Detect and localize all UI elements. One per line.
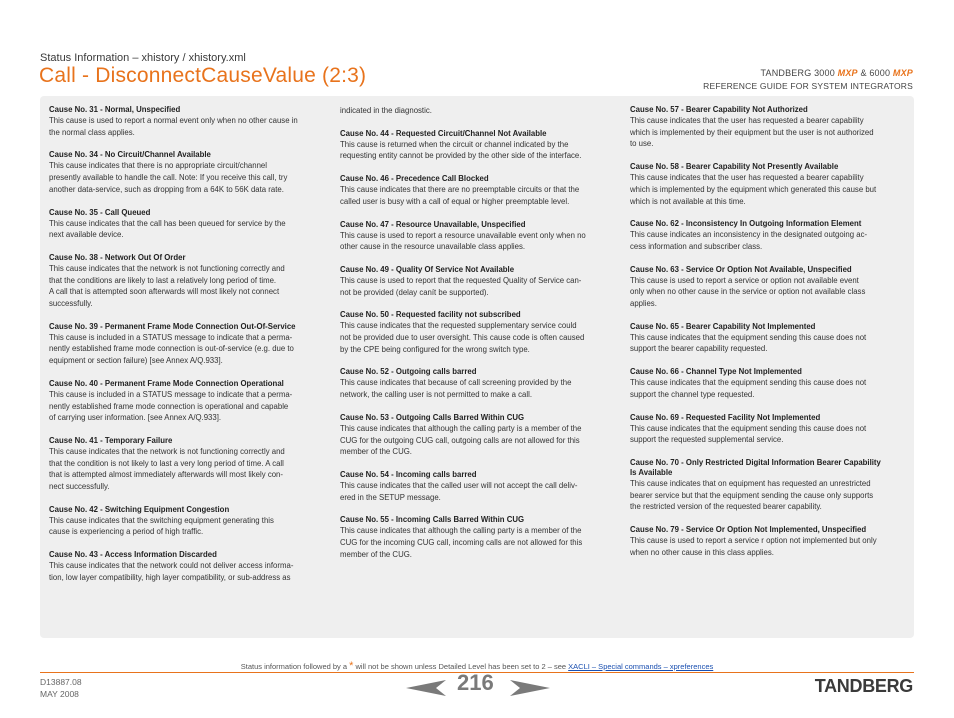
footnote-text-after: will not be shown unless Detailed Level has been set to 2 – see: [355, 662, 567, 671]
cause-description-line: nently established frame mode connection is out-of-service (e.g. due to: [49, 344, 294, 354]
cause-description-line: that the condition is not likely to last a very long period of time. A call: [49, 458, 284, 468]
cause-description-line: This cause is included in a STATUS message to indicate that a perma-: [49, 332, 293, 342]
footnote-text-before: Status information followed by a: [240, 662, 348, 671]
cause-entry: [340, 105, 616, 117]
cause-description-line: called user is busy with a call of equal or higher preemptable level.: [340, 196, 570, 206]
cause-description-line: presently available to handle the call. Note: If you receive this call, try: [49, 173, 288, 183]
cause-entry: [340, 515, 616, 560]
cause-entry: [340, 265, 616, 298]
previous-page-icon[interactable]: [406, 680, 446, 696]
cause-title: Cause No. 35 - Call Queued: [49, 207, 151, 217]
cause-title: Cause No. 40 - Permanent Frame Mode Connection Operational: [49, 378, 284, 388]
cause-title: Cause No. 54 - Incoming calls barred: [340, 469, 477, 479]
brand-mid: & 6000: [857, 68, 893, 78]
cause-title: Cause No. 44 - Requested Circuit/Channel Not Available: [340, 128, 547, 138]
cause-title: Cause No. 38 - Network Out Of Order: [49, 252, 186, 262]
cause-description-line: cause is experiencing a period of high traffic.: [49, 527, 204, 537]
cause-entry: [49, 436, 325, 493]
cause-entry: [49, 105, 325, 138]
cause-description-line: member of the CUG.: [340, 447, 412, 457]
cause-description-line: ered in the SETUP message.: [340, 492, 441, 502]
cause-entry: [49, 379, 325, 424]
cause-description-line: This cause indicates that the equipment sending this cause does not: [630, 423, 867, 433]
cause-description-line: This cause indicates that there are no preemptable circuits or that the: [340, 185, 580, 195]
cause-description-line: support the bearer capability requested.: [630, 344, 768, 354]
column-3: [630, 105, 906, 558]
cause-description-line: requesting entity cannot be provided by the other side of the interface.: [340, 151, 582, 161]
cause-title: Cause No. 52 - Outgoing calls barred: [340, 367, 477, 377]
cause-title: Cause No. 58 - Bearer Capability Not Presently Available: [630, 162, 839, 172]
star-icon: *: [349, 660, 354, 672]
cause-title: Cause No. 70 - Only Restricted Digital Information Bearer Capability: [630, 457, 881, 467]
cause-description-line: not be provided (delay canít be supported).: [340, 287, 489, 297]
cause-title: Cause No. 57 - Bearer Capability Not Authorized: [630, 105, 808, 114]
cause-description-line: This cause indicates that the call has been queued for service by the: [49, 218, 286, 228]
cause-description-line: This cause indicates that because of call screening provided by the: [340, 378, 572, 388]
product-line: [760, 68, 913, 78]
cause-description-line: This cause is used to report a service or option not available event: [630, 275, 859, 285]
cause-description-line: that is attempted almost immediately afterwards will most likely con-: [49, 470, 283, 480]
cause-description-line: This cause indicates an inconsistency in the designated outgoing ac-: [630, 230, 868, 240]
content-panel: [40, 96, 914, 638]
cause-description-line: cess information and subscriber class.: [630, 241, 763, 251]
cause-title: Cause No. 50 - Requested facility not subscribed: [340, 310, 521, 320]
cause-description-line: This cause indicates that the network could not deliver access informa-: [49, 561, 294, 571]
cause-description-line: This cause indicates that the equipment sending this cause does not: [630, 378, 867, 388]
cause-entry: [630, 413, 906, 446]
cause-entry: [630, 162, 906, 207]
column-2: [340, 105, 616, 560]
cause-description-line: nently established frame mode connection is operational and capable: [49, 401, 289, 411]
cause-description-line: This cause indicates that the equipment sending this cause does not: [630, 332, 867, 342]
brand-prefix: TANDBERG 3000: [760, 68, 838, 78]
tandberg-logo: TANDBERG: [814, 676, 913, 696]
cause-title: Cause No. 42 - Switching Equipment Congestion: [49, 504, 230, 514]
doc-info: [40, 676, 82, 700]
doc-id: D13887.08: [40, 677, 82, 687]
cause-title: Cause No. 53 - Outgoing Calls Barred Within CUG: [340, 412, 525, 422]
cause-description-line: This cause indicates that the user has requested a bearer capability: [630, 173, 864, 183]
cause-description-line: that the conditions are likely to last a relatively long period of time.: [49, 275, 277, 285]
cause-description-line: This cause indicates that the network is not functioning correctly and: [49, 263, 285, 273]
column-1: [49, 105, 325, 584]
cause-description-line: This cause indicates that the called user will not accept the call deliv-: [340, 480, 578, 490]
cause-description-line: when no other cause in this class applies.: [630, 547, 774, 557]
cause-title: Cause No. 66 - Channel Type Not Implemented: [630, 367, 802, 377]
cause-entry: [340, 129, 616, 162]
cause-title: Cause No. 55 - Incoming Calls Barred Within CUG: [340, 515, 525, 525]
cause-description-line: which is not available at this time.: [630, 196, 746, 206]
cause-description-line: indicated in the diagnostic.: [340, 106, 432, 115]
xpreferences-link[interactable]: XACLI – Special commands – xpreferences: [568, 662, 714, 671]
cause-description-line: by the CPE being configured for the wrong switch type.: [340, 344, 530, 354]
cause-title: Cause No. 43 - Access Information Discarded: [49, 550, 217, 560]
cause-description-line: applies.: [630, 299, 657, 309]
cause-entry: [340, 367, 616, 400]
cause-description-line: This cause is included in a STATUS message to indicate that a perma-: [49, 389, 293, 399]
cause-description-line: tion, low layer compatibility, high layer compatibility, or sub-address as: [49, 572, 291, 582]
cause-description-line: This cause is returned when the circuit or channel indicated by the: [340, 139, 569, 149]
cause-title: Cause No. 39 - Permanent Frame Mode Connection Out-Of-Service: [49, 321, 296, 331]
cause-title: Cause No. 62 - Inconsistency In Outgoing Information Element: [630, 219, 862, 229]
cause-entry: [630, 458, 906, 513]
cause-description-line: This cause is used to report a service r option not implemented but only: [630, 536, 877, 546]
cause-description-line: other cause in the resource unavailable class applies.: [340, 242, 526, 252]
cause-title: Cause No. 47 - Resource Unavailable, Unspecified: [340, 219, 526, 229]
cause-entry: [49, 550, 325, 583]
page-number: 216: [457, 670, 494, 695]
cause-title-continued: Is Available: [630, 467, 673, 477]
cause-entry: [49, 322, 325, 367]
cause-description-line: This cause indicates that although the calling party is a member of the: [340, 423, 582, 433]
cause-description-line: support the channel type requested.: [630, 389, 755, 399]
cause-title: Cause No. 79 - Service Or Option Not Implemented, Unspecified: [630, 525, 867, 535]
cause-description-line: CUG for the outgoing CUG call, outgoing calls are not allowed for this: [340, 435, 580, 445]
cause-description-line: successfully.: [49, 299, 93, 309]
cause-entry: [630, 525, 906, 558]
cause-description-line: This cause indicates that the user has requested a bearer capability: [630, 116, 864, 125]
cause-entry: [630, 105, 906, 150]
cause-description-line: nect successfully.: [49, 482, 110, 492]
cause-description-line: This cause is used to report a resource unavailable event only when no: [340, 230, 586, 240]
cause-description-line: member of the CUG.: [340, 549, 412, 559]
mxp-label-2: MXP: [892, 68, 913, 78]
cause-entry: [340, 310, 616, 355]
cause-description-line: network, the calling user is not permitted to make a call.: [340, 390, 532, 400]
cause-entry: [630, 367, 906, 400]
cause-description-line: only when no other cause in the service or option not available class: [630, 287, 866, 297]
mxp-label-1: MXP: [837, 68, 858, 78]
cause-description-line: not be provided due to user oversight. This cause code is often caused: [340, 333, 585, 343]
cause-title: Cause No. 41 - Temporary Failure: [49, 435, 173, 445]
cause-entry: [630, 265, 906, 310]
cause-entry: [340, 220, 616, 253]
cause-entry: [340, 413, 616, 458]
cause-description-line: This cause indicates that the network is not functioning correctly and: [49, 446, 285, 456]
cause-description-line: next available device.: [49, 230, 124, 240]
cause-entry: [630, 322, 906, 355]
cause-title: Cause No. 34 - No Circuit/Channel Available: [49, 150, 211, 160]
cause-description-line: the normal class applies.: [49, 127, 135, 137]
cause-description-line: to use.: [630, 139, 654, 149]
cause-title: Cause No. 63 - Service Or Option Not Available, Unspecified: [630, 264, 852, 274]
cause-entry: [340, 174, 616, 207]
cause-description-line: of carrying user information. [see Annex A/Q.933].: [49, 413, 222, 423]
header-subtitle: Status Information – xhistory / xhistory.xml: [40, 52, 246, 64]
cause-title: Cause No. 49 - Quality Of Service Not Available: [340, 264, 515, 274]
cause-title: Cause No. 65 - Bearer Capability Not Implemented: [630, 321, 816, 331]
cause-entry: [340, 470, 616, 503]
next-page-icon[interactable]: [510, 680, 550, 696]
cause-description-line: This cause is used to report that the requested Quality of Service can-: [340, 275, 582, 285]
cause-entry: [49, 253, 325, 310]
cause-description-line: This cause indicates that although the calling party is a member of the: [340, 526, 582, 536]
doc-date: MAY 2008: [40, 689, 79, 699]
cause-description-line: This cause indicates that the switching equipment generating this: [49, 515, 274, 525]
cause-title: Cause No. 31 - Normal, Unspecified: [49, 105, 181, 114]
cause-description-line: bearer service but that the equipment sending the cause only supports: [630, 490, 874, 500]
cause-description-line: This cause indicates that there is no appropriate circuit/channel: [49, 161, 268, 171]
cause-description-line: the restricted version of the requested bearer capability.: [630, 502, 822, 512]
page-title: Call - DisconnectCauseValue (2:3): [39, 64, 367, 87]
cause-entry: [49, 150, 325, 195]
cause-description-line: This cause indicates that on equipment has requested an unrestricted: [630, 478, 871, 488]
cause-entry: [49, 505, 325, 538]
cause-description-line: CUG for the incoming CUG call, incoming calls are not allowed for this: [340, 538, 583, 548]
cause-description-line: which is implemented by the equipment which generated this cause but: [630, 184, 877, 194]
cause-entry: [630, 219, 906, 252]
cause-description-line: which is implemented by their equipment but the user is not authorized: [630, 127, 874, 137]
cause-description-line: support the requested supplemental service.: [630, 435, 784, 445]
guide-title: REFERENCE GUIDE FOR SYSTEM INTEGRATORS: [703, 81, 913, 91]
cause-description-line: A call that is attempted soon afterwards will most likely not connect: [49, 287, 280, 297]
cause-description-line: another data-service, such as dropping from a 64K to 56K data rate.: [49, 184, 284, 194]
cause-entry: [49, 208, 325, 241]
cause-description-line: This cause indicates that the requested supplementary service could: [340, 321, 577, 331]
cause-description-line: equipment or section failure) [see Annex A/Q.933].: [49, 356, 223, 366]
cause-title: Cause No. 46 - Precedence Call Blocked: [340, 174, 489, 184]
cause-title: Cause No. 69 - Requested Facility Not Implemented: [630, 412, 821, 422]
cause-description-line: This cause is used to report a normal event only when no other cause in: [49, 116, 298, 125]
